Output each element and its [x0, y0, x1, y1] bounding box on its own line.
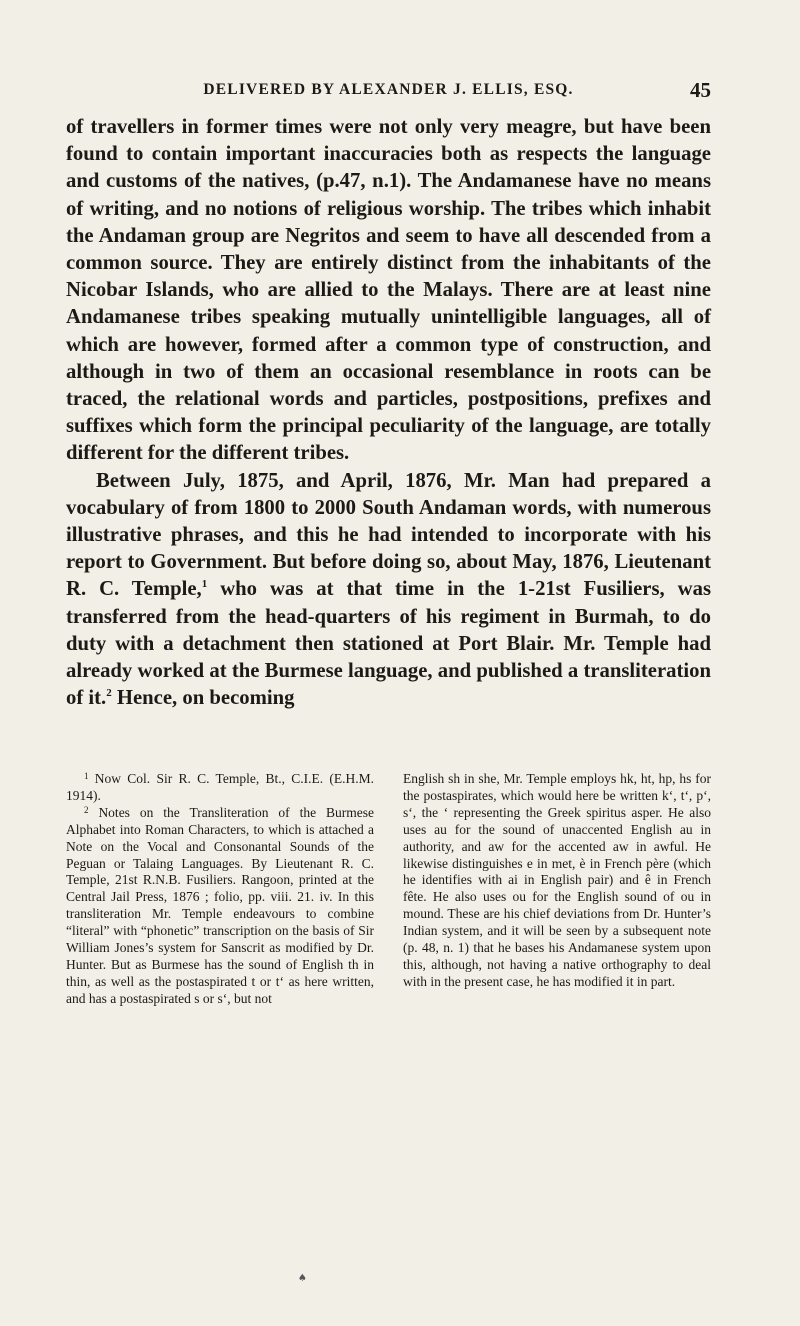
- footnote-column-right: [403, 771, 711, 991]
- footnotes: [66, 771, 711, 1281]
- page-number: 45: [690, 78, 711, 102]
- running-head: [66, 78, 711, 102]
- footnote-2-text: Notes on the Transliteration of the Burmese Alphabet into Roman Characters, to which is attached a Note on the Vocal and Consonantal Sounds of the Peguan or Talaing Languages. By Lieutenant R. C. Temple, 21st R.N.B. Fusiliers. Rangoon, printed at the Central Jail Press, 1876 ; folio, pp. viii. 21. iv. In this transliteration Mr. Temple endeavours to combine “literal” with “phonetic” transcription on the basis of Sir William Jones’s system for Sanscrit as modified by Dr. Hunter. But as Burmese has the sound of English th in thin, as well as the postaspirated t or t‘ as here written, and has a postaspirated s or s‘, but not: [66, 804, 375, 1006]
- paragraph-2-part-b: who was at that time in the 1-21st Fusiliers, was transferred from the head-quarters of his regiment in Burmah, to do duty with a detachment then stationed at Port Blair. Mr. Temple had already worked at the Burmese language, and published a transliteration of it.: [66, 578, 711, 710]
- paragraph-2: [66, 468, 711, 713]
- paragraph-2-part-a: Between July, 1875, and April, 1876, Mr. Man had prepared a vocabulary of from 1800 to 2000 South Andaman words, with numerous illustrative phrases, and this he had intended to incorporate with his report to Government. But before doing so, about May, 1876, Lieutenant R. C. Temple,: [66, 469, 711, 601]
- footnote-1-marker: 1: [84, 771, 89, 781]
- footnote-1: [66, 771, 374, 805]
- running-title: DELIVERED BY ALEXANDER J. ELLIS, ESQ.: [203, 81, 574, 98]
- footnote-2-continued: English sh in she, Mr. Temple employs hk, ht, hp, hs for the postaspirates, which would here be written k‘, t‘, p‘, s‘, the ‘ representing the Greek spiritus asper. He also uses au for the sound of unaccented English au in authority, and aw for the accented aw in awful. He likewise distinguishes e in met, è in French père (which he identifies with ai in English pair) and ê in French fête. He also uses ou for the English sound of ou in mound. These are his chief deviations from Dr. Hunter’s Indian system, and it will be seen by a subsequent note (p. 48, n. 1) that he bases his Andamanese system upon this, although, not having a native orthography to deal with in the present case, he has modified it in part.: [403, 771, 711, 989]
- paragraph-2-part-c: Hence, on becoming: [111, 687, 295, 710]
- paragraph-1: of travellers in former times were not only very meagre, but have been found to contain important inaccuracies both as respects the language and customs of the natives, (p.47, n.1). The Andamanese have no means of writing, and no notions of religious worship. The tribes which inhabit the Andaman group are Negritos and seem to have all descended from a common source. They are entirely distinct from the inhabitants of the Nicobar Islands, who are allied to the Malays. There are at least nine Andamanese tribes speaking mutually unintelligible languages, all of which are however, formed after a common type of construction, and although in two of them an occasional resemblance in roots can be traced, the relational words and particles, postpositions, prefixes and suffixes which form the principal peculiarity of the language, are totally different for the different tribes.: [66, 116, 711, 465]
- main-text: [66, 114, 711, 712]
- printer-mark: ♠: [298, 1273, 307, 1284]
- footnote-1-text: Now Col. Sir R. C. Temple, Bt., C.I.E. (E.H.M. 1914).: [66, 771, 375, 803]
- footnote-2: [66, 805, 374, 1008]
- footnote-2-marker: 2: [84, 804, 89, 815]
- footnote-ref-2[interactable]: 2: [106, 687, 112, 700]
- footnote-column-left: [66, 771, 374, 1008]
- footnote-ref-1[interactable]: 1: [201, 578, 208, 591]
